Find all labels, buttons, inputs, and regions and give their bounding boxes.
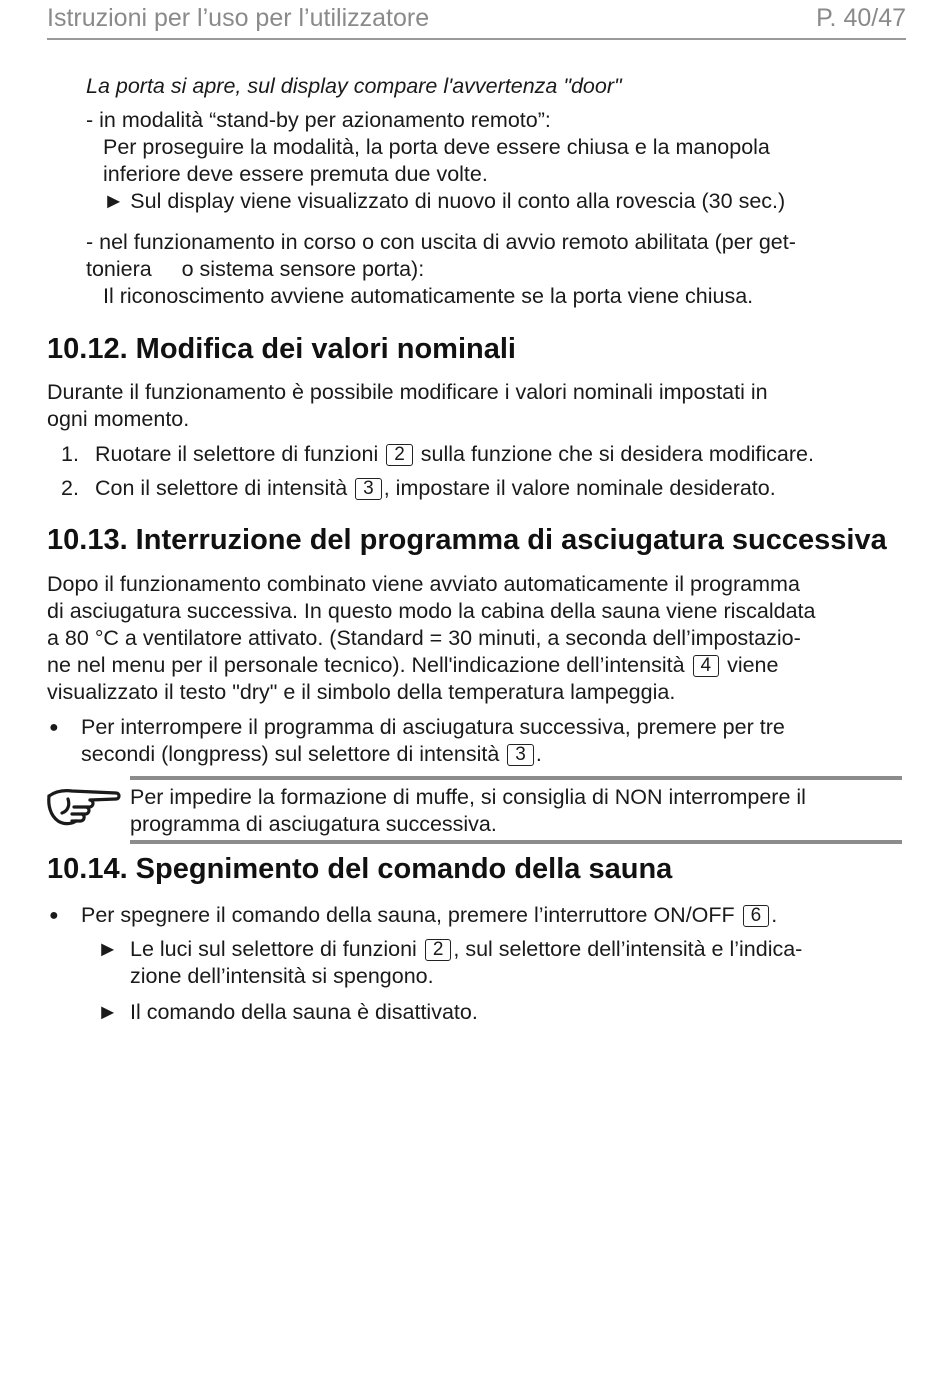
s1013-bullet-line-1: Per interrompere il programma di asciugatura successiva, premere per tre: [81, 715, 785, 739]
s1013-bullet-line-2-a: secondi (longpress) sul selettore di intensità: [81, 742, 500, 766]
key-3-icon: 3: [507, 744, 534, 766]
s1014-result-1-a: Le luci sul selettore di funzioni: [130, 937, 417, 961]
result-arrow-icon: ►: [103, 189, 125, 213]
step-2: [95, 475, 776, 502]
page-header: [47, 2, 906, 40]
key-2-icon: 2: [386, 444, 413, 466]
s1014-result-1-line-1: [130, 936, 802, 963]
standby-text-line-1: Per proseguire la modalità, la porta deve essere chiusa e la manopola: [103, 135, 770, 159]
s1013-para-line-3: a 80 °C a ventilatore attivato. (Standard = 30 minuti, a seconda dell’impostazio-: [47, 626, 801, 650]
s1013-para-line-5: visualizzato il testo "dry" e il simbolo della temperatura lampeggia.: [47, 680, 676, 704]
s1014-bullet: [81, 902, 777, 929]
step-1-number: 1.: [61, 442, 79, 466]
s1012-para-line-1: Durante il funzionamento è possibile modificare i valori nominali impostati in: [47, 380, 768, 404]
section-heading-10-13: 10.13. Interruzione del programma di asciugatura successiva: [47, 524, 887, 556]
step-2-text-a: Con il selettore di intensità: [95, 476, 348, 500]
note-bottom-rule: [130, 840, 902, 844]
door-warning-line: La porta si apre, sul display compare l'avvertenza "door": [86, 74, 622, 98]
running-text-line-2: toniera o sistema sensore porta):: [86, 257, 425, 281]
s1013-para-line-2: di asciugatura successiva. In questo modo la cabina della sauna viene riscaldata: [47, 599, 816, 623]
running-text-line-3: Il riconoscimento avviene automaticamente se la porta viene chiusa.: [103, 284, 754, 308]
s1013-para-line-4: [47, 652, 778, 679]
section-heading-10-12: 10.12. Modifica dei valori nominali: [47, 333, 516, 365]
bullet-icon: ●: [49, 719, 59, 736]
key-4-icon: 4: [693, 655, 720, 677]
s1013-bullet-line-2: [81, 741, 542, 768]
note-line-1: Per impedire la formazione di muffe, si consiglia di NON interrompere il: [130, 785, 806, 809]
result-arrow-icon: ►: [97, 937, 119, 961]
s1014-result-2: Il comando della sauna è disattivato.: [130, 1000, 478, 1024]
step-1: [95, 441, 814, 468]
key-6-icon: 6: [743, 905, 770, 927]
standby-heading: - in modalità “stand-by per azionamento remoto”:: [86, 108, 551, 132]
step-2-number: 2.: [61, 476, 79, 500]
s1013-bullet-line-2-b: .: [535, 742, 542, 766]
s1012-para-line-2: ogni momento.: [47, 407, 190, 431]
bullet-icon: ●: [49, 907, 59, 924]
page-number: P. 40/47: [816, 4, 906, 32]
step-2-text-b: , impostare il valore nominale desiderato.: [383, 476, 776, 500]
s1013-para-line-4-a: ne nel menu per il personale tecnico). Nell'indicazione dell’intensità: [47, 653, 685, 677]
s1013-para-line-4-b: viene: [727, 653, 779, 677]
note-top-rule: [130, 776, 902, 780]
running-text-line-1: - nel funzionamento in corso o con uscita di avvio remoto abilitata (per get-: [86, 230, 796, 254]
section-heading-10-14: 10.14. Spegnimento del comando della sauna: [47, 853, 673, 885]
s1014-result-1-line-2: zione dell’intensità si spengono.: [130, 964, 434, 988]
s1014-bullet-a: Per spegnere il comando della sauna, premere l’interruttore ON/OFF: [81, 903, 735, 927]
standby-result: [103, 188, 785, 215]
s1014-result-1-b: , sul selettore dell’intensità e l’indica-: [453, 937, 803, 961]
pointing-hand-icon: [46, 783, 122, 827]
s1013-para-line-1: Dopo il funzionamento combinato viene avviato automaticamente il programma: [47, 572, 800, 596]
result-arrow-icon: ►: [97, 1000, 119, 1024]
step-1-text-b: sulla funzione che si desidera modificare.: [420, 442, 814, 466]
standby-text-line-2: inferiore deve essere premuta due volte.: [103, 162, 488, 186]
header-title: Istruzioni per l’uso per l’utilizzatore: [47, 4, 430, 32]
standby-result-text: Sul display viene visualizzato di nuovo il conto alla rovescia (30 sec.): [130, 189, 786, 213]
s1014-bullet-b: .: [771, 903, 778, 927]
key-2-icon: 2: [425, 939, 452, 961]
key-3-icon: 3: [355, 478, 382, 500]
step-1-text-a: Ruotare il selettore di funzioni: [95, 442, 379, 466]
note-line-2: programma di asciugatura successiva.: [130, 812, 497, 836]
